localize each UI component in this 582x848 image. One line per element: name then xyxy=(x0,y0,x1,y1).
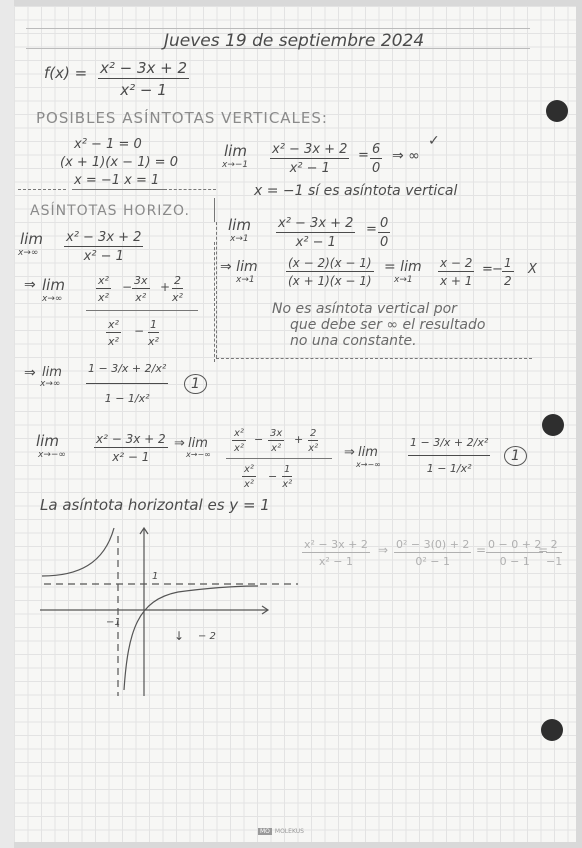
neglim-t3 xyxy=(308,428,318,454)
vlim4-den: x + 1 xyxy=(440,274,473,288)
section-divider-2 xyxy=(164,189,216,190)
hstep-b2-num: 1 xyxy=(150,318,157,331)
side-sub-fraction xyxy=(394,538,471,568)
left-branch-curve xyxy=(42,528,114,576)
vlim2-sub: x→1 xyxy=(230,234,249,244)
vlim1-value-num: 6 xyxy=(372,142,381,157)
footer-logo-text: MOLEKUS xyxy=(274,828,304,835)
horizontal-heading: ASÍNTOTAS HORIZO. xyxy=(30,203,190,219)
graph-label-neg2: − 2 xyxy=(198,631,216,642)
note-line-3: no una constante. xyxy=(290,333,417,349)
side-eq: = xyxy=(476,543,487,557)
vlim4-equals: = xyxy=(482,262,493,277)
hstep-t3-den: x² xyxy=(172,291,183,304)
hstep-t1 xyxy=(96,274,111,304)
footer-logo xyxy=(258,828,304,835)
vlim1-value-den: 0 xyxy=(372,161,381,176)
neglim-fraction xyxy=(94,432,168,464)
neglim-b1 xyxy=(242,464,256,490)
binding-strip xyxy=(0,0,14,848)
neglim-t3-den: x² xyxy=(308,443,319,454)
neglim-t1 xyxy=(232,428,246,454)
hfinal-den: 1 − 1/x² xyxy=(104,392,150,405)
neglim3-sub: x→−∞ xyxy=(356,460,381,469)
hstep-b2-den: x² xyxy=(148,335,159,348)
vlim1-fraction xyxy=(270,142,349,176)
hfinal-sub: x→∞ xyxy=(40,379,61,389)
vlim2-value xyxy=(378,216,390,250)
hfinal-result: 1 xyxy=(184,374,207,394)
vlim2-label: lim xyxy=(228,216,251,234)
neglim-b1-num: x² xyxy=(244,464,254,475)
function-fraction xyxy=(98,59,189,99)
hstep-t3-num: 2 xyxy=(174,274,181,287)
hfinal-lim: lim xyxy=(42,365,62,380)
neglim-plus: + xyxy=(294,433,304,446)
hlim-den: x² − 1 xyxy=(83,249,124,264)
vlim3-label: ⇒ lim xyxy=(220,259,258,275)
neglim-b2-num: 1 xyxy=(284,464,291,475)
hstep-t3 xyxy=(172,274,183,304)
graph-label-neg1: −1 xyxy=(106,617,121,628)
note-line-2: que debe ser ∞ el resultado xyxy=(290,317,486,333)
neglim3-arrow: ⇒ xyxy=(344,445,355,460)
neglim-final-num: 1 − 3/x + 2/x² xyxy=(408,436,490,456)
hfinal-num: 1 − 3/x + 2/x² xyxy=(86,362,168,384)
horizontal-conclusion: La asíntota horizontal es y = 1 xyxy=(40,496,270,514)
neglim2-sub: x→−∞ xyxy=(186,450,211,459)
hstep-minus: − xyxy=(122,280,133,294)
vlim3-den: (x + 1)(x − 1) xyxy=(288,274,372,288)
vlim1-num: x² − 3x + 2 xyxy=(272,142,348,157)
side-den: x² − 1 xyxy=(318,555,353,568)
vlim1-equals: = xyxy=(358,148,369,163)
side-result xyxy=(546,538,562,568)
right-box-bottom xyxy=(216,358,532,359)
vlim1-label: lim xyxy=(224,142,247,160)
vertical-roots: x = −1 x = 1 xyxy=(74,173,160,188)
neglim-main-bar xyxy=(226,458,332,459)
neglim-t2-den: x² xyxy=(271,443,282,454)
side-eq2: = xyxy=(538,543,549,557)
neglim3-label: lim xyxy=(358,445,378,460)
vlim3-sub: x→1 xyxy=(236,275,255,285)
hlim-sub: x→∞ xyxy=(18,248,39,258)
binder-hole-middle xyxy=(542,414,564,436)
vlim1-den: x² − 1 xyxy=(289,161,330,176)
side-sub2-fraction xyxy=(486,538,543,568)
hstep-plus: + xyxy=(160,280,171,294)
hstep-main-bar xyxy=(86,310,198,311)
neglim-b2 xyxy=(282,464,292,490)
vlim4-value xyxy=(502,256,514,288)
roots-underline xyxy=(72,189,164,190)
left-box-bar xyxy=(214,242,215,362)
graph-label-down: ↓ xyxy=(174,629,185,643)
neglim-t3-num: 2 xyxy=(310,428,317,439)
hlim-label: lim xyxy=(20,230,43,248)
hlim-fraction xyxy=(64,230,143,264)
vlim4-value-den: 2 xyxy=(504,274,512,288)
vlim4-sub: x→1 xyxy=(394,275,413,285)
hstep-b1-num: x² xyxy=(108,318,119,331)
hstep-b-minus: − xyxy=(134,324,145,338)
cross-mark: X xyxy=(528,262,537,277)
neglim-num: x² − 3x + 2 xyxy=(96,432,166,446)
vlim3-fraction xyxy=(286,256,374,288)
function-lhs: f(x) = xyxy=(44,64,88,82)
hstep-t1-den: x² xyxy=(98,291,109,304)
binder-hole-top xyxy=(546,100,568,122)
neglim-result: 1 xyxy=(504,446,527,466)
side-sub-den: 0² − 1 xyxy=(415,555,451,568)
header-line-top xyxy=(26,28,530,29)
vlim2-fraction xyxy=(276,216,355,250)
hstep-t1-num: x² xyxy=(98,274,109,287)
neglim-final-den: 1 − 1/x² xyxy=(426,462,472,475)
hstep-arrow: ⇒ xyxy=(24,277,36,293)
vertical-eq2: (x + 1)(x − 1) = 0 xyxy=(60,155,178,170)
neglim-final-fraction xyxy=(408,436,490,475)
hstep-b1 xyxy=(106,318,121,348)
vlim2-den: x² − 1 xyxy=(295,235,336,250)
vlim3-num: (x − 2)(x − 1) xyxy=(288,256,372,270)
vlim2-num: x² − 3x + 2 xyxy=(278,216,354,231)
side-sub2-den: 0 − 1 xyxy=(499,555,530,568)
side-sub2-num: 0 − 0 + 2 xyxy=(488,538,542,551)
vlim2-equals: = xyxy=(366,222,377,237)
side-num: x² − 3x + 2 xyxy=(304,538,368,551)
vlim2-value-num: 0 xyxy=(380,216,389,231)
neglim-den: x² − 1 xyxy=(112,450,150,464)
neglim-b1-den: x² xyxy=(244,479,254,490)
neglim-t1-den: x² xyxy=(234,443,244,454)
note-line-1: No es asíntota vertical por xyxy=(272,301,457,317)
vlim4-fraction xyxy=(438,256,474,288)
vlim4-value-num: 1 xyxy=(504,256,512,270)
neglim-minus: − xyxy=(254,433,264,446)
side-fraction xyxy=(302,538,370,568)
date-heading: Jueves 19 de septiembre 2024 xyxy=(164,31,425,51)
check-mark: ✓ xyxy=(428,133,440,149)
vlim4-num: x − 2 xyxy=(440,256,473,270)
vertical-eq1: x² − 1 = 0 xyxy=(74,137,142,152)
vertical-heading: POSIBLES ASÍNTOTAS VERTICALES: xyxy=(36,109,328,127)
hstep-b1-den: x² xyxy=(108,335,119,348)
neglim-label: lim xyxy=(36,432,59,450)
notebook-page xyxy=(14,6,576,842)
side-res-num: 2 xyxy=(546,538,562,553)
vlim1-result: ⇒ ∞ xyxy=(392,148,420,164)
binder-hole-bottom xyxy=(541,719,563,741)
neglim-t1-num: x² xyxy=(234,428,244,439)
vertical-conclusion: x = −1 sí es asíntota vertical xyxy=(254,183,458,199)
vlim4-neg: − xyxy=(492,262,503,277)
right-box-border xyxy=(216,222,217,358)
side-sub-num: 0² − 3(0) + 2 xyxy=(396,538,470,551)
footer-logo-mark: MO xyxy=(260,828,270,835)
hlim-num: x² − 3x + 2 xyxy=(66,230,142,245)
hstep-t2-num: 3x xyxy=(134,274,148,287)
section-divider xyxy=(18,189,66,190)
vlim4-label: = lim xyxy=(384,259,422,275)
side-res-den: −1 xyxy=(546,555,563,568)
hstep-t2-den: x² xyxy=(135,291,147,304)
neglim-b-minus: − xyxy=(268,470,278,483)
neglim-t2-num: 3x xyxy=(270,428,283,439)
hstep-b2 xyxy=(148,318,159,348)
function-numerator: x² − 3x + 2 xyxy=(100,59,188,77)
neglim-b2-den: x² xyxy=(282,479,293,490)
neglim-sub: x→−∞ xyxy=(38,450,66,460)
asymptote-graph xyxy=(28,520,318,696)
vlim1-value xyxy=(370,142,382,176)
function-denominator: x² − 1 xyxy=(120,81,167,99)
hfinal-arrow: ⇒ xyxy=(24,365,36,381)
horiz-heading-bar xyxy=(214,198,215,222)
hstep-t2 xyxy=(132,274,150,304)
vlim2-value-den: 0 xyxy=(380,235,389,250)
graph-label-1: 1 xyxy=(152,571,159,582)
side-arrow: ⇒ xyxy=(378,543,389,557)
hstep-lim: lim xyxy=(42,276,65,294)
hfinal-fraction xyxy=(86,362,168,405)
neglim-arrow: ⇒ xyxy=(174,436,185,451)
vlim1-sub: x→−1 xyxy=(222,160,249,170)
neglim2-label: lim xyxy=(188,436,208,451)
neglim-t2 xyxy=(268,428,284,454)
hstep-sub: x→∞ xyxy=(42,294,63,304)
